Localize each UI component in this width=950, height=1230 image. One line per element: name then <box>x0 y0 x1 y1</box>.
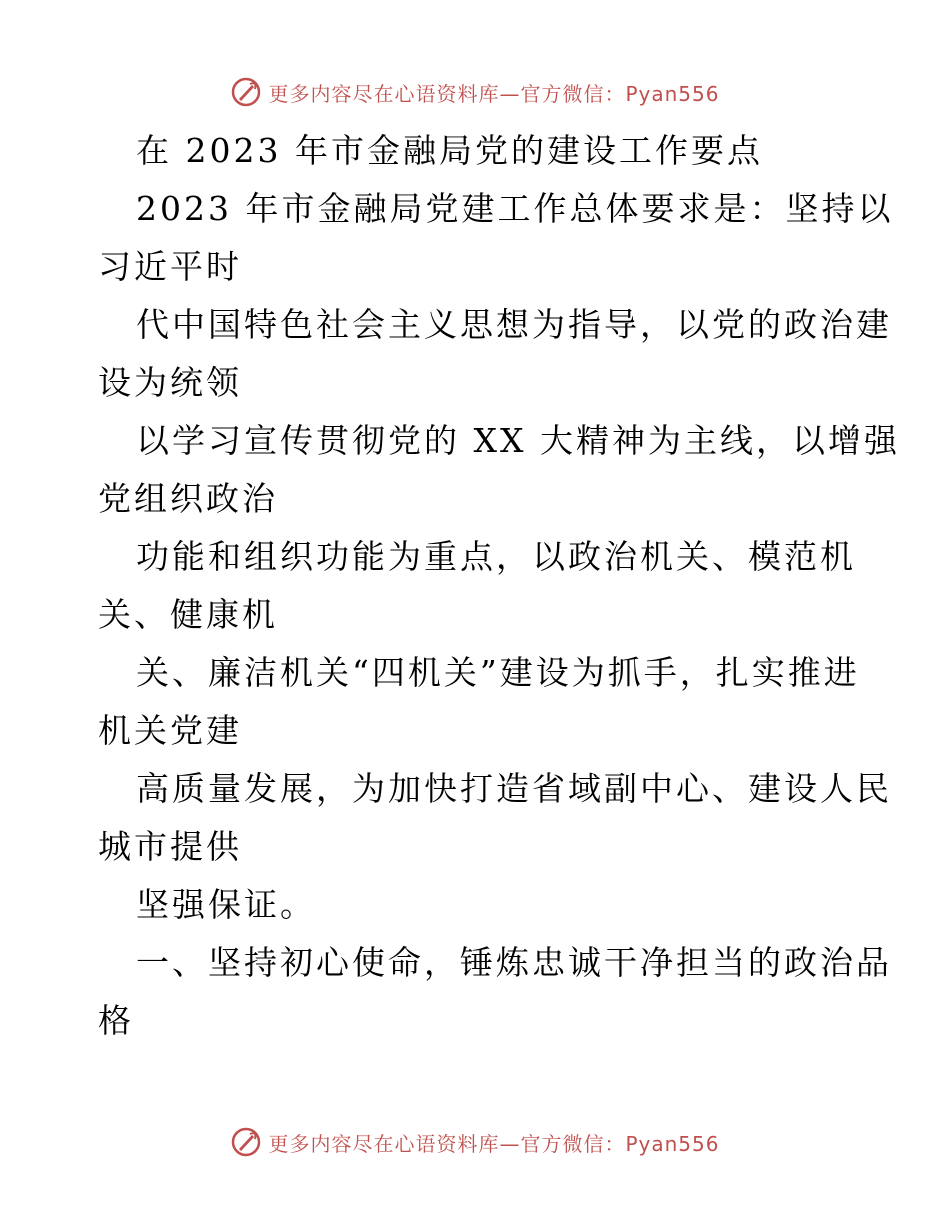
paragraph-line: 关、廉洁机关“四机关”建设为抓手，扎实推进 <box>136 653 860 692</box>
footer-watermark <box>0 1122 950 1162</box>
paragraph-line: 代中国特色社会主义思想为指导，以党的政治建 <box>136 305 892 344</box>
quill-seal-icon <box>230 76 262 108</box>
paragraph-line: 机关党建 <box>98 711 242 750</box>
paragraph-line: 党组织政治 <box>98 479 278 518</box>
header-watermark <box>0 72 950 112</box>
paragraph-line: 关、健康机 <box>98 595 278 634</box>
paragraph-line: 功能和组织功能为重点，以政治机关、模范机 <box>136 537 856 576</box>
doc-title: 在 2023 年市金融局党的建设工作要点 <box>136 131 763 170</box>
paragraph-line: 以学习宣传贯彻党的 XX 大精神为主线，以增强 <box>136 421 900 460</box>
watermark-text: 更多内容尽在心语资料库—官方微信：Pyan556 <box>268 1131 720 1156</box>
paragraph-line: 高质量发展，为加快打造省域副中心、建设人民 <box>136 769 892 808</box>
paragraph-line: 坚强保证。 <box>136 885 316 924</box>
section-heading: 一、坚持初心使命，锤炼忠诚干净担当的政治品 <box>136 943 892 982</box>
quill-seal-icon <box>230 1126 262 1158</box>
paragraph-line: 格 <box>98 1001 134 1040</box>
paragraph-line: 设为统领 <box>98 363 242 402</box>
paragraph-line: 2023 年市金融局党建工作总体要求是：坚持以 <box>136 189 894 228</box>
document-body <box>98 122 900 1050</box>
paragraph-line: 习近平时 <box>98 247 242 286</box>
paragraph-line: 城市提供 <box>98 827 242 866</box>
watermark-text: 更多内容尽在心语资料库—官方微信：Pyan556 <box>268 81 720 106</box>
